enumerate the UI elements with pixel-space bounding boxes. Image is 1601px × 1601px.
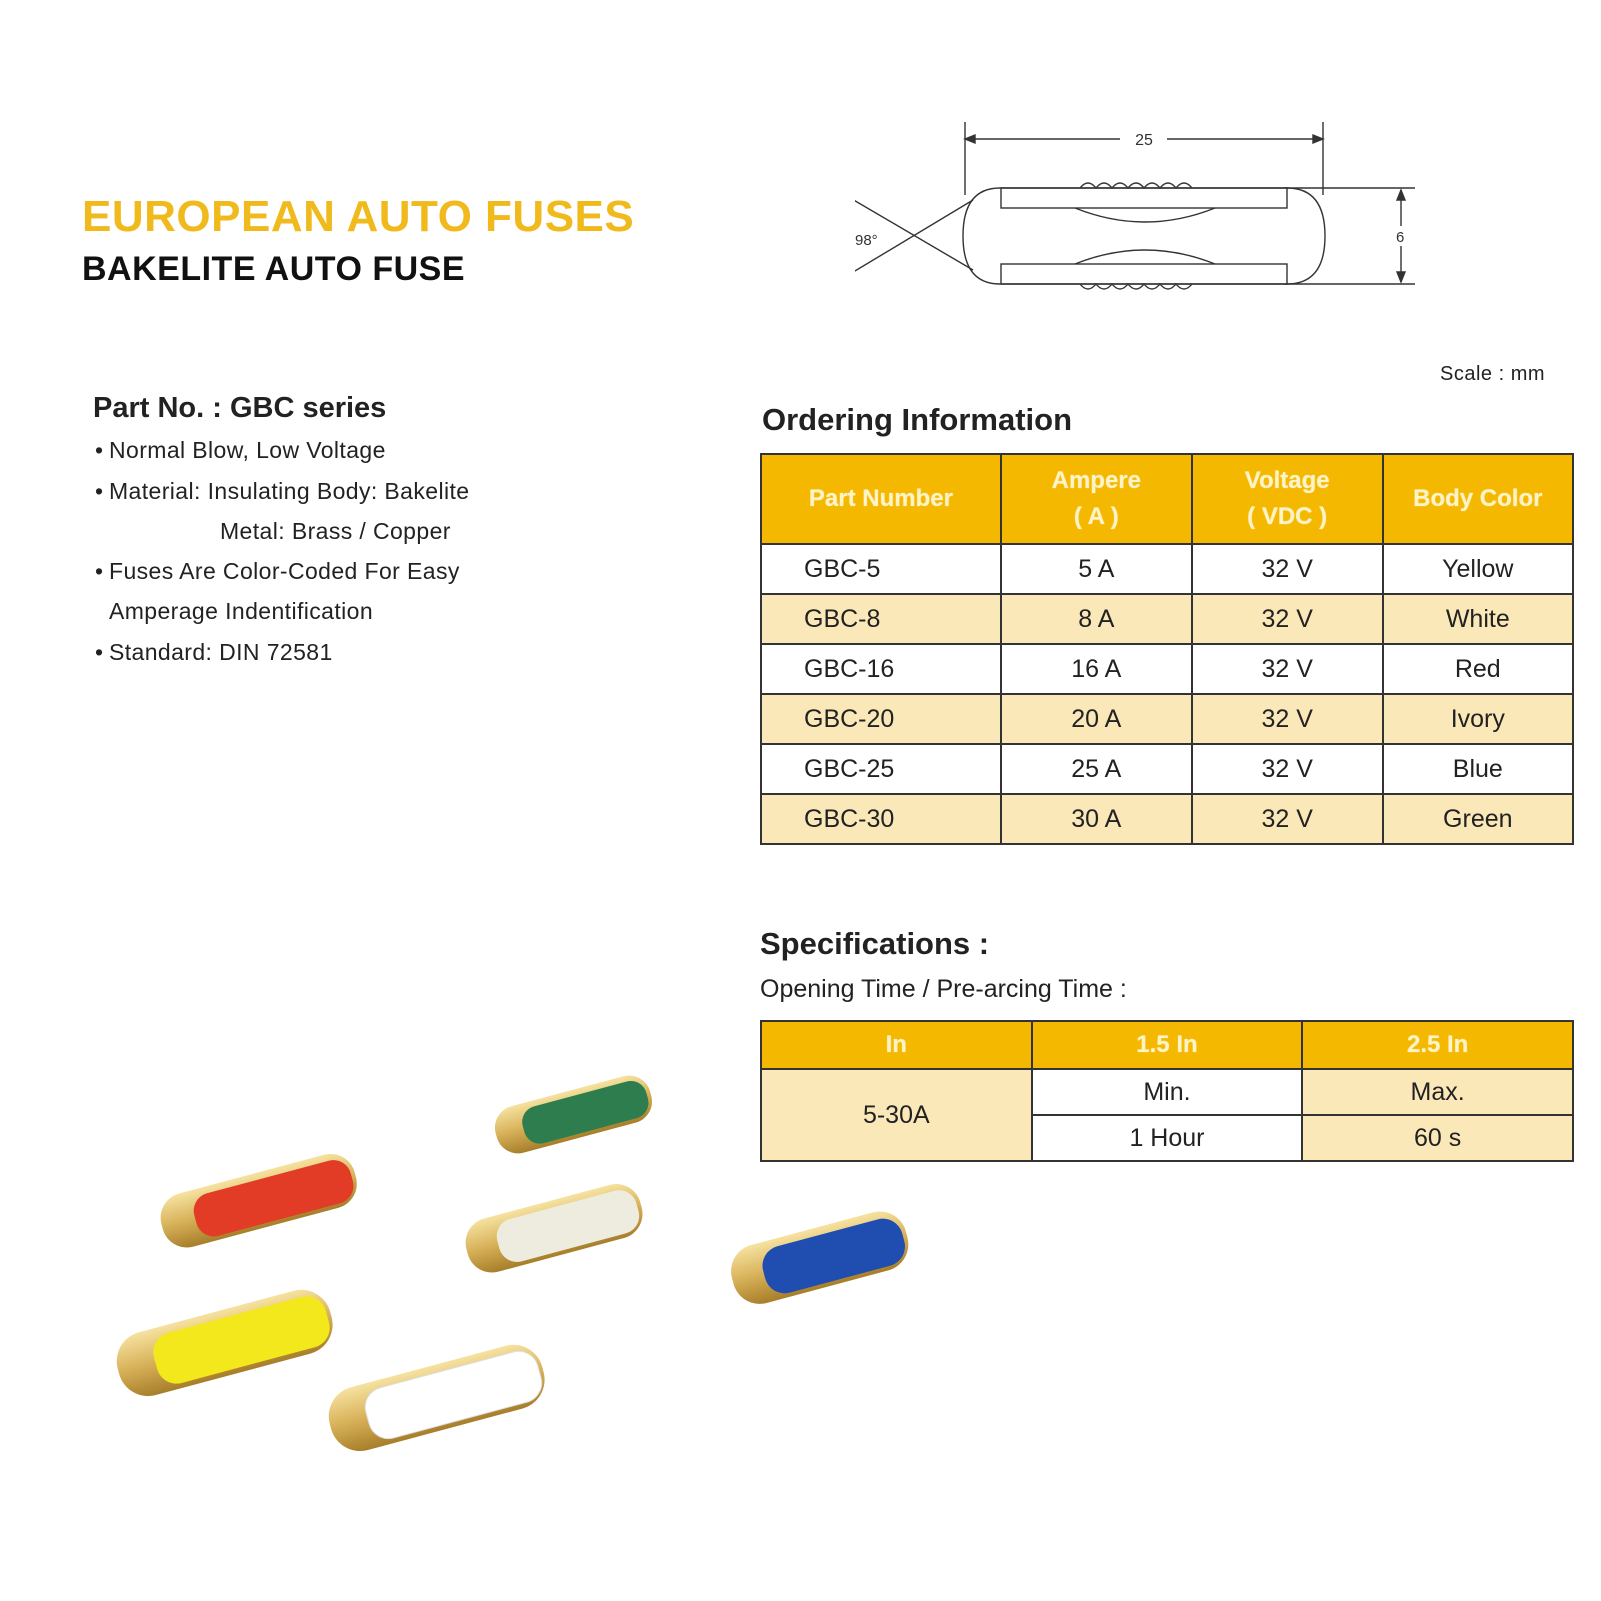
specifications-heading: Specifications : (760, 926, 990, 961)
cell-min-label: Min. (1032, 1069, 1303, 1115)
table-row (761, 544, 1573, 594)
feature-item: • Normal Blow, Low Voltage (95, 437, 386, 463)
cell-ampere: 16 A (1001, 644, 1192, 694)
ivory-fuse (460, 1178, 648, 1278)
cell-part: GBC-16 (761, 644, 1001, 694)
cell-part: GBC-25 (761, 744, 1001, 794)
header-part-number: Part Number (761, 454, 1001, 544)
table-row (761, 694, 1573, 744)
cell-color: White (1383, 594, 1573, 644)
part-number-heading: Part No. : GBC series (93, 392, 387, 424)
page-title: EUROPEAN AUTO FUSES (82, 192, 635, 241)
cell-voltage: 32 V (1192, 744, 1383, 794)
cell-voltage: 32 V (1192, 544, 1383, 594)
ordering-table (760, 453, 1574, 845)
cell-voltage: 32 V (1192, 644, 1383, 694)
cell-ampere: 30 A (1001, 794, 1192, 844)
header-1-5-in: 1.5 In (1032, 1021, 1303, 1069)
cell-max-label: Max. (1302, 1069, 1573, 1115)
header-ampere: Ampere ( A ) (1001, 454, 1192, 544)
cell-voltage: 32 V (1192, 594, 1383, 644)
feature-item: • Material: Insulating Body: Bakelite (95, 478, 470, 504)
cell-ampere: 8 A (1001, 594, 1192, 644)
yellow-fuse (110, 1283, 339, 1403)
header-body-color: Body Color (1383, 454, 1573, 544)
bullet-icon: • (95, 639, 104, 665)
ordering-heading: Ordering Information (762, 402, 1072, 437)
header-in: In (761, 1021, 1032, 1069)
fuse-dimension-diagram (855, 120, 1465, 310)
green-fuse (490, 1071, 657, 1159)
cell-ampere: 5 A (1001, 544, 1192, 594)
bullet-icon: • (95, 558, 104, 584)
cell-part: GBC-8 (761, 594, 1001, 644)
specifications-subheading: Opening Time / Pre-arcing Time : (760, 975, 1127, 1003)
cell-part: GBC-20 (761, 694, 1001, 744)
feature-item: • Fuses Are Color-Coded For Easy (95, 558, 460, 584)
bullet-icon: • (95, 437, 104, 463)
cell-ampere: 25 A (1001, 744, 1192, 794)
header-2-5-in: 2.5 In (1302, 1021, 1573, 1069)
cell-voltage: 32 V (1192, 694, 1383, 744)
blue-fuse (725, 1205, 914, 1310)
feature-item: • Standard: DIN 72581 (95, 639, 333, 665)
length-label: 25 (1135, 132, 1153, 149)
angle-label: 98° (855, 232, 878, 249)
fuses-product-photo (60, 1050, 960, 1570)
table-row (761, 594, 1573, 644)
table-header-row (761, 454, 1573, 544)
cell-ampere: 20 A (1001, 694, 1192, 744)
white-fuse (322, 1338, 551, 1458)
feature-item: Metal: Brass / Copper (220, 518, 451, 544)
cell-range: 5-30A (761, 1069, 1032, 1161)
page-subtitle: BAKELITE AUTO FUSE (82, 250, 466, 288)
cell-part: GBC-5 (761, 544, 1001, 594)
bullet-icon: • (95, 478, 104, 504)
cell-max-value: 60 s (1302, 1115, 1573, 1161)
cell-color: Red (1383, 644, 1573, 694)
diameter-label: 6 (1396, 229, 1405, 246)
header-voltage: Voltage ( VDC ) (1192, 454, 1383, 544)
cell-color: Green (1383, 794, 1573, 844)
cell-voltage: 32 V (1192, 794, 1383, 844)
cell-part: GBC-30 (761, 794, 1001, 844)
cell-min-value: 1 Hour (1032, 1115, 1303, 1161)
scale-note: Scale : mm (1440, 363, 1546, 385)
cell-color: Yellow (1383, 544, 1573, 594)
feature-item: Amperage Indentification (109, 598, 374, 624)
table-row (761, 744, 1573, 794)
red-fuse (155, 1148, 362, 1253)
table-row (761, 794, 1573, 844)
table-row (761, 644, 1573, 694)
cell-color: Ivory (1383, 694, 1573, 744)
cell-color: Blue (1383, 744, 1573, 794)
